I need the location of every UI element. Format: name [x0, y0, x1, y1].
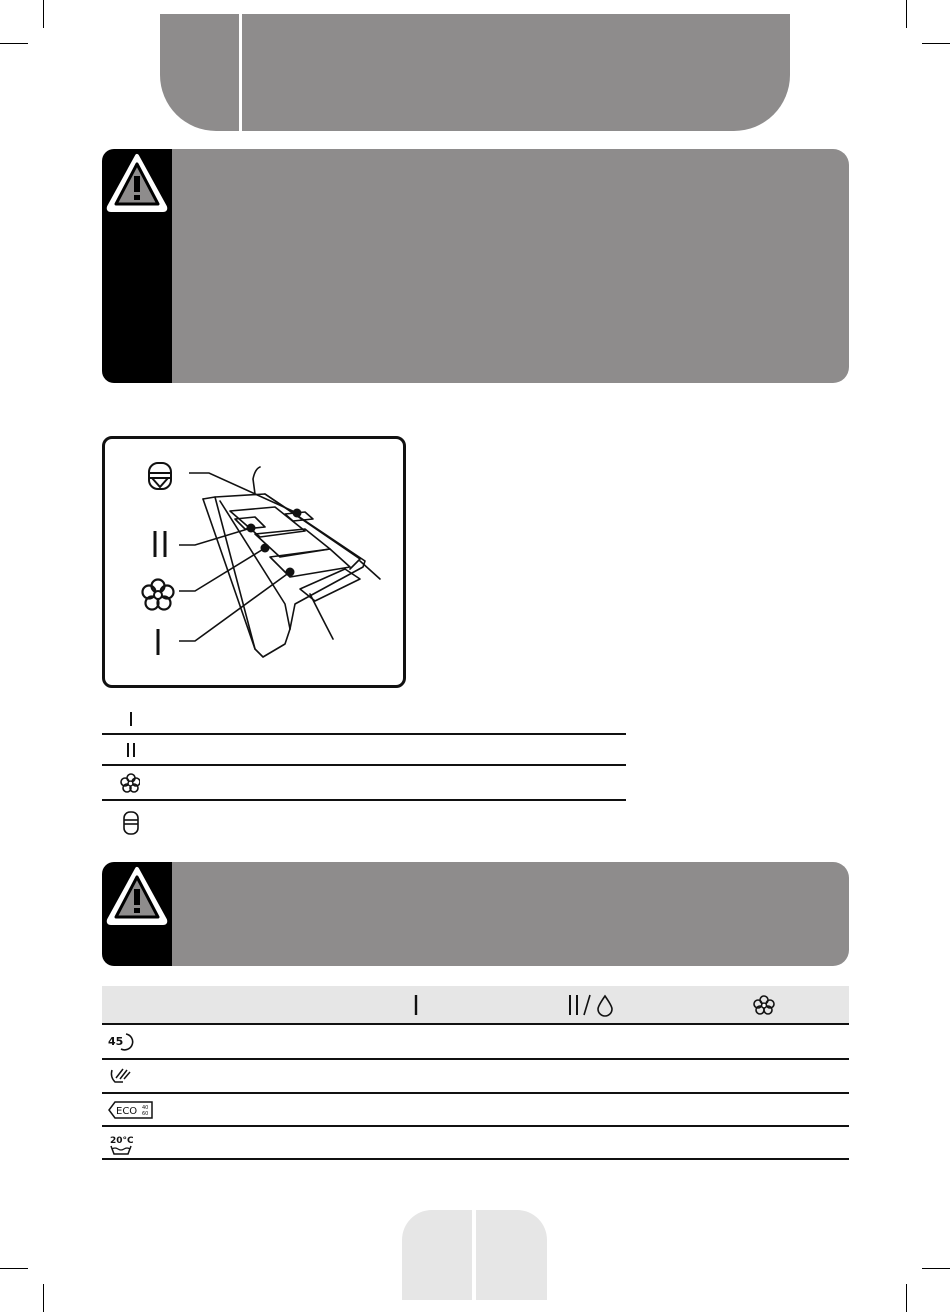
eco-40-60-icon — [107, 1099, 155, 1121]
svg-text:20°C: 20°C — [110, 1136, 133, 1146]
softener-compartment-icon — [752, 994, 776, 1020]
svg-text:40: 40 — [142, 1105, 149, 1111]
roman-one-icon — [152, 627, 164, 661]
liquid-insert-icon — [116, 810, 140, 832]
table-row — [102, 1060, 849, 1092]
prewash-compartment-icon — [410, 993, 422, 1021]
header-divider — [239, 14, 242, 131]
roman-two-icon — [149, 529, 171, 563]
legend-divider — [102, 764, 626, 766]
crop-mark — [43, 1284, 44, 1312]
crop-mark — [0, 43, 28, 44]
warning-triangle-icon — [105, 865, 169, 927]
table-row — [102, 1127, 849, 1159]
legend-row — [102, 806, 626, 836]
table-divider — [102, 1158, 849, 1160]
flower-softener-icon — [140, 577, 176, 617]
flower-softener-icon — [116, 772, 140, 794]
legend-row — [102, 704, 626, 734]
45-minute-icon — [107, 1030, 135, 1052]
svg-text:60: 60 — [142, 1111, 149, 1117]
crop-mark — [922, 1268, 950, 1269]
crop-mark — [43, 0, 44, 28]
warning-triangle-icon — [105, 152, 169, 214]
legend-row — [102, 768, 626, 798]
svg-text:ECO: ECO — [116, 1106, 138, 1117]
table-row — [102, 1094, 849, 1126]
svg-text:45: 45 — [108, 1035, 124, 1048]
liquid-insert-icon — [147, 461, 173, 495]
warning-panel-top — [102, 149, 849, 383]
table-row — [102, 1025, 849, 1057]
detergent-table-header — [102, 986, 849, 1023]
roman-one-icon — [116, 708, 140, 730]
legend-divider — [102, 799, 626, 801]
page-tab-divider — [472, 1210, 476, 1300]
detergent-drawer-diagram — [102, 436, 406, 688]
crop-mark — [906, 0, 907, 28]
20c-wash-icon — [107, 1132, 133, 1154]
crop-mark — [922, 43, 950, 44]
main-wash-liquid-icon — [565, 992, 617, 1022]
quick-wash-icon — [107, 1065, 133, 1087]
legend-row — [102, 735, 626, 765]
crop-mark — [906, 1284, 907, 1312]
crop-mark — [0, 1268, 28, 1269]
section-header-tab — [160, 14, 790, 131]
roman-two-icon — [116, 739, 140, 761]
warning-panel-bottom — [102, 862, 849, 966]
